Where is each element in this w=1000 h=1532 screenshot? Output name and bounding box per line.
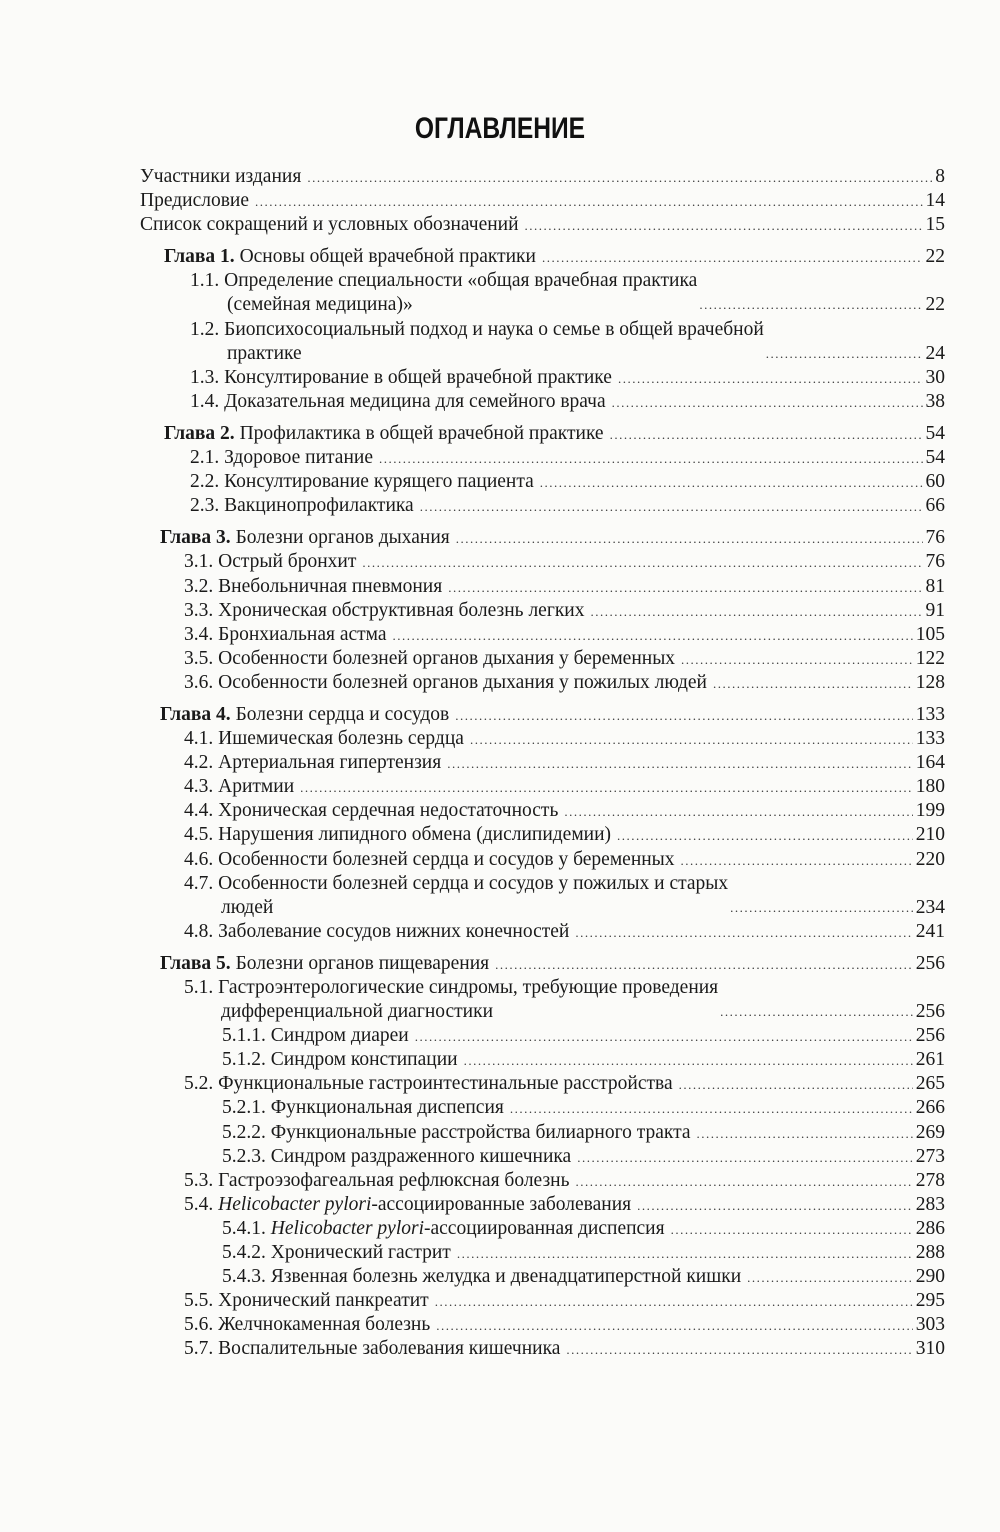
section-title: Функциональные расстройства билиарного тракта xyxy=(270,1121,691,1143)
section-number: 2.3. xyxy=(190,495,220,517)
toc-section-3-1[interactable] xyxy=(0,550,1000,574)
toc-section-5-5[interactable] xyxy=(0,1289,1000,1313)
leader-dots xyxy=(564,800,912,824)
section-title-line2: (семейная медицина)» xyxy=(227,294,413,316)
section-number: 5.1.2. xyxy=(222,1049,266,1071)
leader-dots xyxy=(747,1266,913,1290)
toc-chapter-4[interactable] xyxy=(0,703,1000,727)
section-title: -ассоциированные заболевания xyxy=(371,1193,632,1215)
section-title: -ассоциированная диспепсия xyxy=(424,1217,665,1239)
section-number: 3.5. xyxy=(184,647,214,669)
toc-section-4-2[interactable] xyxy=(0,751,1000,775)
toc-chapter-2[interactable] xyxy=(0,422,1000,446)
leader-dots xyxy=(464,1049,913,1073)
section-title: Здоровое питание xyxy=(224,447,373,469)
leader-dots xyxy=(699,293,922,317)
page-number: 164 xyxy=(915,752,945,774)
section-number: 4.7. xyxy=(184,872,214,894)
toc-section-3-4[interactable] xyxy=(0,623,1000,647)
toc-subsection-5-1-1[interactable] xyxy=(0,1024,1000,1048)
toc-section-4-7[interactable] xyxy=(0,872,1000,920)
section-number: 2.1. xyxy=(190,447,220,469)
section-title: Функциональная диспепсия xyxy=(270,1097,504,1119)
toc-section-3-6[interactable] xyxy=(0,671,1000,695)
toc-section-3-5[interactable] xyxy=(0,647,1000,671)
toc-section-4-4[interactable] xyxy=(0,799,1000,823)
page-number: 22 xyxy=(925,246,945,268)
chapter-title: Болезни сердца и сосудов xyxy=(235,703,450,725)
leader-dots xyxy=(362,551,922,575)
page-number: 256 xyxy=(915,1025,945,1047)
section-title: Хроническая обструктивная болезнь легких xyxy=(218,599,585,621)
leader-dots xyxy=(618,367,923,391)
section-number: 5.6. xyxy=(184,1314,214,1336)
section-title: Воспалительные заболевания кишечника xyxy=(218,1338,561,1360)
section-number: 5.1. xyxy=(184,977,214,998)
page-number: 66 xyxy=(925,495,945,517)
section-number: 3.4. xyxy=(184,623,214,645)
section-title: Бронхиальная астма xyxy=(218,623,387,645)
leader-dots xyxy=(379,447,923,471)
page-number: 180 xyxy=(915,776,945,798)
section-title-line2: дифференциальной диагностики xyxy=(221,1001,494,1023)
leader-dots xyxy=(495,953,913,977)
page-number: 273 xyxy=(915,1145,945,1167)
section-title: Хроническая сердечная недостаточность xyxy=(218,800,559,822)
section-number: 5.4.1. xyxy=(222,1217,266,1239)
section-title: Язвенная болезнь желудка и двенадцатиперстной кишки xyxy=(270,1266,742,1288)
leader-dots xyxy=(540,471,923,495)
section-number: 4.8. xyxy=(184,920,214,942)
section-number: 2.2. xyxy=(190,471,220,493)
page-number: 76 xyxy=(925,551,945,573)
page-number: 256 xyxy=(915,952,945,974)
section-number: 3.3. xyxy=(184,599,214,621)
toc-section-4-6[interactable] xyxy=(0,848,1000,872)
leader-dots xyxy=(307,166,932,190)
section-number: 3.2. xyxy=(184,575,214,597)
leader-dots xyxy=(566,1338,912,1362)
section-title: Вакцинопрофилактика xyxy=(224,495,414,517)
leader-dots xyxy=(415,1025,913,1049)
toc-subsection-5-4-2[interactable] xyxy=(0,1241,1000,1265)
chapter-prefix: Глава 4. xyxy=(160,703,231,725)
leader-dots xyxy=(456,527,923,551)
page-number: 310 xyxy=(915,1338,945,1360)
page-number: 295 xyxy=(915,1290,945,1312)
toc-chapter-3[interactable] xyxy=(0,526,1000,550)
section-title: Гастроэзофагеальная рефлюксная болезнь xyxy=(218,1169,570,1191)
leader-dots xyxy=(679,1073,913,1097)
section-number: 1.3. xyxy=(190,366,220,388)
leader-dots xyxy=(457,1242,913,1266)
leader-dots xyxy=(436,1314,912,1338)
section-title: Синдром констипации xyxy=(270,1049,458,1071)
section-title: Особенности болезней органов дыхания у беременных xyxy=(218,647,676,669)
section-title: Артериальная гипертензия xyxy=(218,752,442,774)
toc-subsection-5-2-1[interactable] xyxy=(0,1096,1000,1120)
section-title: Желчнокаменная болезнь xyxy=(218,1314,431,1336)
toc-label: Участники издания xyxy=(140,166,302,187)
toc-entry-preface[interactable] xyxy=(0,189,1000,213)
toc-label: Предисловие xyxy=(140,190,250,212)
leader-dots xyxy=(448,576,922,600)
section-number: 5.2.2. xyxy=(222,1121,266,1143)
page-number: 234 xyxy=(915,896,945,918)
page-number: 283 xyxy=(915,1193,945,1215)
leader-dots xyxy=(637,1194,913,1218)
section-number: 1.4. xyxy=(190,390,220,412)
section-title-line2: людей xyxy=(221,896,274,918)
chapter-prefix: Глава 2. xyxy=(164,422,235,444)
section-number: 5.5. xyxy=(184,1290,214,1312)
page-number: 133 xyxy=(915,728,945,750)
leader-dots xyxy=(420,495,923,519)
page-number: 210 xyxy=(915,824,945,846)
page-number: 38 xyxy=(925,390,945,412)
page-number: 288 xyxy=(915,1242,945,1264)
section-title-line2: практике xyxy=(227,342,302,364)
section-number: 1.2. xyxy=(190,318,220,340)
section-title: Функциональные гастроинтестинальные расстройства xyxy=(218,1073,673,1095)
chapter-title: Болезни органов пищеварения xyxy=(235,952,490,974)
leader-dots xyxy=(612,391,923,415)
table-of-contents xyxy=(0,165,1000,1362)
section-title: Аритмии xyxy=(218,776,295,798)
toc-section-5-2[interactable] xyxy=(0,1072,1000,1096)
leader-dots xyxy=(255,190,922,214)
page-title: ОГЛАВЛЕНИЕ xyxy=(414,112,586,145)
section-title: Доказательная медицина для семейного врача xyxy=(224,390,606,412)
toc-subsection-5-1-2[interactable] xyxy=(0,1048,1000,1072)
page-number: 266 xyxy=(915,1097,945,1119)
section-number: 3.1. xyxy=(184,551,214,573)
toc-section-5-6[interactable] xyxy=(0,1313,1000,1337)
toc-chapter-1[interactable] xyxy=(0,245,1000,269)
toc-section-5-3[interactable] xyxy=(0,1169,1000,1193)
toc-section-4-3[interactable] xyxy=(0,775,1000,799)
toc-label: Список сокращений и условных обозначений xyxy=(140,214,519,236)
section-title: Внебольничная пневмония xyxy=(218,575,443,597)
section-number: 5.4. xyxy=(184,1193,214,1215)
section-number: 5.1.1. xyxy=(222,1025,266,1047)
section-number: 4.6. xyxy=(184,848,214,870)
toc-entry-contributors[interactable] xyxy=(0,165,1000,189)
section-title: Хронический панкреатит xyxy=(218,1290,429,1312)
leader-dots xyxy=(393,624,913,648)
page-number: 24 xyxy=(925,342,945,364)
page-number: 303 xyxy=(915,1314,945,1336)
leader-dots xyxy=(542,246,923,270)
section-title: Особенности болезней сердца и сосудов у беременных xyxy=(218,848,675,870)
page-number: 60 xyxy=(925,471,945,493)
toc-section-2-3[interactable] xyxy=(0,494,1000,518)
section-number: 5.7. xyxy=(184,1338,214,1360)
section-title-italic: Helicobacter pylori xyxy=(218,1193,372,1215)
section-number: 3.6. xyxy=(184,671,214,693)
toc-section-1-2[interactable] xyxy=(0,318,1000,366)
leader-dots xyxy=(766,342,923,366)
section-number: 4.5. xyxy=(184,824,214,846)
leader-dots xyxy=(720,1000,913,1024)
toc-section-1-1[interactable] xyxy=(0,269,1000,317)
chapter-prefix: Глава 5. xyxy=(160,952,231,974)
toc-chapter-5[interactable] xyxy=(0,952,1000,976)
chapter-prefix: Глава 3. xyxy=(160,527,231,549)
section-title: Синдром диареи xyxy=(270,1025,409,1047)
section-number: 4.3. xyxy=(184,776,214,798)
section-number: 5.3. xyxy=(184,1169,214,1191)
toc-section-2-2[interactable] xyxy=(0,470,1000,494)
section-number: 5.2.3. xyxy=(222,1145,266,1167)
leader-dots xyxy=(300,776,913,800)
toc-section-1-4[interactable] xyxy=(0,390,1000,414)
page-number: 14 xyxy=(925,190,945,212)
leader-dots xyxy=(435,1290,913,1314)
page-number: 128 xyxy=(915,671,945,693)
page-number: 269 xyxy=(915,1121,945,1143)
page-number: 8 xyxy=(935,166,945,187)
leader-dots xyxy=(713,672,913,696)
page-number: 265 xyxy=(915,1073,945,1095)
page-number: 241 xyxy=(915,920,945,942)
toc-section-4-1[interactable] xyxy=(0,727,1000,751)
toc-section-2-1[interactable] xyxy=(0,446,1000,470)
section-title-line1: Определение специальности «общая врачебная практика xyxy=(224,270,698,292)
toc-section-1-3[interactable] xyxy=(0,366,1000,390)
section-title-italic: Helicobacter pylori xyxy=(270,1217,424,1239)
page-number: 290 xyxy=(915,1266,945,1288)
chapter-title: Профилактика в общей врачебной практике xyxy=(239,422,604,444)
leader-dots xyxy=(681,849,913,873)
section-title: Хронический гастрит xyxy=(270,1242,451,1264)
page-number: 286 xyxy=(915,1217,945,1239)
page-number: 81 xyxy=(925,575,945,597)
section-title: Синдром раздраженного кишечника xyxy=(270,1145,572,1167)
page-number: 30 xyxy=(925,366,945,388)
section-title-line1: Биопсихосоциальный подход и наука о семье в общей врачебной xyxy=(224,318,764,340)
section-title-line1: Гастроэнтерологические синдромы, требующие проведения xyxy=(218,977,719,998)
toc-subsection-5-4-3[interactable] xyxy=(0,1265,1000,1289)
leader-dots xyxy=(455,704,912,728)
page-number: 22 xyxy=(925,294,945,316)
section-number: 5.2.1. xyxy=(222,1097,266,1119)
toc-section-3-2[interactable] xyxy=(0,575,1000,599)
page-number: 122 xyxy=(915,647,945,669)
section-title: Заболевание сосудов нижних конечностей xyxy=(218,920,570,942)
leader-dots xyxy=(730,896,913,920)
leader-dots xyxy=(575,1170,912,1194)
page-number: 15 xyxy=(925,214,945,236)
toc-subsection-5-4-1[interactable] xyxy=(0,1217,1000,1241)
chapter-prefix: Глава 1. xyxy=(164,246,235,268)
section-number: 4.4. xyxy=(184,800,214,822)
section-title-line1: Особенности болезней сердца и сосудов у пожилых и старых xyxy=(218,872,729,894)
leader-dots xyxy=(525,214,923,238)
section-title: Острый бронхит xyxy=(218,551,357,573)
page-number: 133 xyxy=(915,703,945,725)
leader-dots xyxy=(697,1122,913,1146)
section-title: Консултирование в общей врачебной практике xyxy=(224,366,612,388)
section-number: 5.2. xyxy=(184,1073,214,1095)
section-title: Консултирование курящего пациента xyxy=(224,471,534,493)
toc-subsection-5-2-3[interactable] xyxy=(0,1145,1000,1169)
leader-dots xyxy=(577,1146,913,1170)
chapter-title: Основы общей врачебной практики xyxy=(239,246,536,268)
section-number: 5.4.3. xyxy=(222,1266,266,1288)
toc-section-4-5[interactable] xyxy=(0,823,1000,847)
toc-subsection-5-2-2[interactable] xyxy=(0,1121,1000,1145)
leader-dots xyxy=(671,1218,913,1242)
leader-dots xyxy=(681,648,913,672)
page-number: 91 xyxy=(925,599,945,621)
section-title: Особенности болезней органов дыхания у пожилых людей xyxy=(218,671,707,693)
chapter-title: Болезни органов дыхания xyxy=(235,527,450,549)
section-number: 1.1. xyxy=(190,270,220,292)
leader-dots xyxy=(575,921,912,945)
page-number: 54 xyxy=(925,447,945,469)
section-number: 5.4.2. xyxy=(222,1242,266,1264)
leader-dots xyxy=(510,1097,913,1121)
leader-dots xyxy=(610,423,923,447)
leader-dots xyxy=(447,752,913,776)
toc-section-4-8[interactable] xyxy=(0,920,1000,944)
page-number: 256 xyxy=(915,1001,945,1023)
page-number: 199 xyxy=(915,800,945,822)
section-title: Нарушения липидного обмена (дислипидемии) xyxy=(218,824,612,846)
toc-section-5-4[interactable] xyxy=(0,1193,1000,1217)
leader-dots xyxy=(591,600,923,624)
page-number: 76 xyxy=(925,527,945,549)
toc-entry-abbreviations[interactable] xyxy=(0,213,1000,237)
page-number: 54 xyxy=(925,422,945,444)
leader-dots xyxy=(470,728,913,752)
section-number: 4.1. xyxy=(184,728,214,750)
toc-section-3-3[interactable] xyxy=(0,599,1000,623)
section-number: 4.2. xyxy=(184,752,214,774)
leader-dots xyxy=(617,824,913,848)
page-number: 261 xyxy=(915,1049,945,1071)
toc-section-5-1[interactable] xyxy=(0,976,1000,1024)
section-title: Ишемическая болезнь сердца xyxy=(218,728,464,750)
page-number: 220 xyxy=(915,848,945,870)
toc-section-5-7[interactable] xyxy=(0,1337,1000,1361)
page-number: 278 xyxy=(915,1169,945,1191)
page-number: 105 xyxy=(915,623,945,645)
